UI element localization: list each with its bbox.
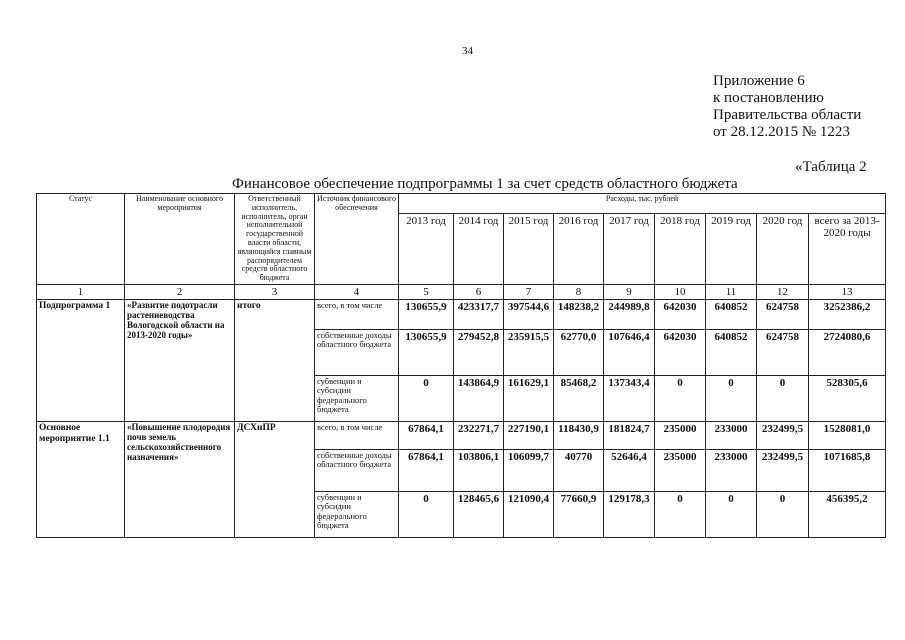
column-number: 7 [504, 284, 554, 299]
table-row [37, 422, 886, 450]
row-source: всего, в том числе [315, 300, 399, 330]
row-source: субвенции и субсидии федерального бюджета [315, 492, 399, 538]
column-number: 9 [604, 284, 655, 299]
value-cell: 181824,7 [604, 422, 655, 450]
value-cell: 227190,1 [504, 422, 554, 450]
value-cell: 233000 [706, 450, 757, 492]
header-source: Источник финансового обеспечения [315, 194, 399, 285]
value-cell: 40770 [554, 450, 604, 492]
header-year-total: всего за 2013-2020 годы [809, 213, 886, 284]
value-cell: 397544,6 [504, 300, 554, 330]
value-cell: 232499,5 [757, 450, 809, 492]
header-year: 2019 год [706, 213, 757, 284]
appendix-line-4: от 28.12.2015 № 1223 [713, 124, 850, 140]
value-cell: 642030 [655, 300, 706, 330]
value-cell: 121090,4 [504, 492, 554, 538]
value-cell: 0 [655, 376, 706, 422]
column-number: 5 [399, 284, 454, 299]
value-cell: 130655,9 [399, 300, 454, 330]
value-cell: 640852 [706, 330, 757, 376]
table-title: Финансовое обеспечение подпрограммы 1 за счет средств областного бюджета [232, 176, 738, 192]
value-cell: 129178,3 [604, 492, 655, 538]
appendix-line-2: к постановлению [713, 90, 824, 106]
header-year: 2014 год [454, 213, 504, 284]
value-cell: 118430,9 [554, 422, 604, 450]
row-source: собственные доходы областного бюджета [315, 450, 399, 492]
header-name: Наименование основного мероприятия [125, 194, 235, 285]
header-year: 2020 год [757, 213, 809, 284]
row-responsible: итого [235, 300, 315, 422]
row-responsible: ДСХиПР [235, 422, 315, 538]
value-cell: 232271,7 [454, 422, 504, 450]
header-year: 2018 год [655, 213, 706, 284]
value-cell: 642030 [655, 330, 706, 376]
row-source: собственные доходы областного бюджета [315, 330, 399, 376]
value-cell: 235915,5 [504, 330, 554, 376]
value-cell-total: 2724080,6 [809, 330, 886, 376]
header-expenses: Расходы, тыс. рублей [399, 194, 886, 214]
value-cell-total: 528305,6 [809, 376, 886, 422]
value-cell: 232499,5 [757, 422, 809, 450]
value-cell: 130655,9 [399, 330, 454, 376]
column-number: 8 [554, 284, 604, 299]
row-name: «Развитие подотрасли растениеводства Вологодской области на 2013-2020 годы» [125, 300, 235, 422]
value-cell-total: 1071685,8 [809, 450, 886, 492]
value-cell: 106099,7 [504, 450, 554, 492]
value-cell: 128465,6 [454, 492, 504, 538]
value-cell: 137343,4 [604, 376, 655, 422]
column-number: 3 [235, 284, 315, 299]
value-cell: 52646,4 [604, 450, 655, 492]
value-cell: 62770,0 [554, 330, 604, 376]
column-number: 2 [125, 284, 235, 299]
header-year: 2016 год [554, 213, 604, 284]
value-cell: 85468,2 [554, 376, 604, 422]
table-label: «Таблица 2 [795, 159, 867, 175]
row-status: Основное мероприятие 1.1 [37, 422, 125, 538]
value-cell-total: 3252386,2 [809, 300, 886, 330]
row-status: Подпрограмма 1 [37, 300, 125, 422]
value-cell: 624758 [757, 300, 809, 330]
page-number: 34 [462, 45, 473, 57]
value-cell: 624758 [757, 330, 809, 376]
header-responsible: Ответственный исполнитель, исполнитель, орган исполнительной государственной власти области, являющийся главным распорядителем средств областного бюджета [235, 194, 315, 285]
value-cell: 0 [706, 492, 757, 538]
value-cell: 0 [399, 492, 454, 538]
value-cell: 0 [399, 376, 454, 422]
value-cell: 233000 [706, 422, 757, 450]
appendix-line-3: Правительства области [713, 107, 862, 123]
table-row [37, 300, 886, 330]
column-number: 11 [706, 284, 757, 299]
header-year: 2013 год [399, 213, 454, 284]
column-number-row [37, 284, 886, 299]
value-cell: 0 [757, 376, 809, 422]
value-cell: 0 [757, 492, 809, 538]
value-cell: 143864,9 [454, 376, 504, 422]
column-number: 4 [315, 284, 399, 299]
appendix-line-1: Приложение 6 [713, 73, 805, 89]
header-row-1 [37, 194, 886, 214]
column-number: 10 [655, 284, 706, 299]
value-cell: 640852 [706, 300, 757, 330]
value-cell: 235000 [655, 450, 706, 492]
column-number: 12 [757, 284, 809, 299]
row-name: «Повышение плодородия почв земель сельскохозяйственного назначения» [125, 422, 235, 538]
column-number: 13 [809, 284, 886, 299]
value-cell: 67864,1 [399, 450, 454, 492]
column-number: 6 [454, 284, 504, 299]
value-cell: 103806,1 [454, 450, 504, 492]
value-cell: 67864,1 [399, 422, 454, 450]
header-year: 2017 год [604, 213, 655, 284]
value-cell: 161629,1 [504, 376, 554, 422]
financing-table [36, 193, 886, 538]
header-year: 2015 год [504, 213, 554, 284]
value-cell: 107646,4 [604, 330, 655, 376]
column-number: 1 [37, 284, 125, 299]
value-cell: 0 [655, 492, 706, 538]
value-cell: 77660,9 [554, 492, 604, 538]
value-cell-total: 456395,2 [809, 492, 886, 538]
value-cell: 148238,2 [554, 300, 604, 330]
value-cell: 0 [706, 376, 757, 422]
value-cell: 235000 [655, 422, 706, 450]
row-source: субвенции и субсидии федерального бюджета [315, 376, 399, 422]
value-cell: 423317,7 [454, 300, 504, 330]
appendix-header [713, 73, 861, 141]
value-cell: 244989,8 [604, 300, 655, 330]
value-cell-total: 1528081,0 [809, 422, 886, 450]
row-source: всего, в том числе [315, 422, 399, 450]
header-status: Статус [37, 194, 125, 285]
value-cell: 279452,8 [454, 330, 504, 376]
